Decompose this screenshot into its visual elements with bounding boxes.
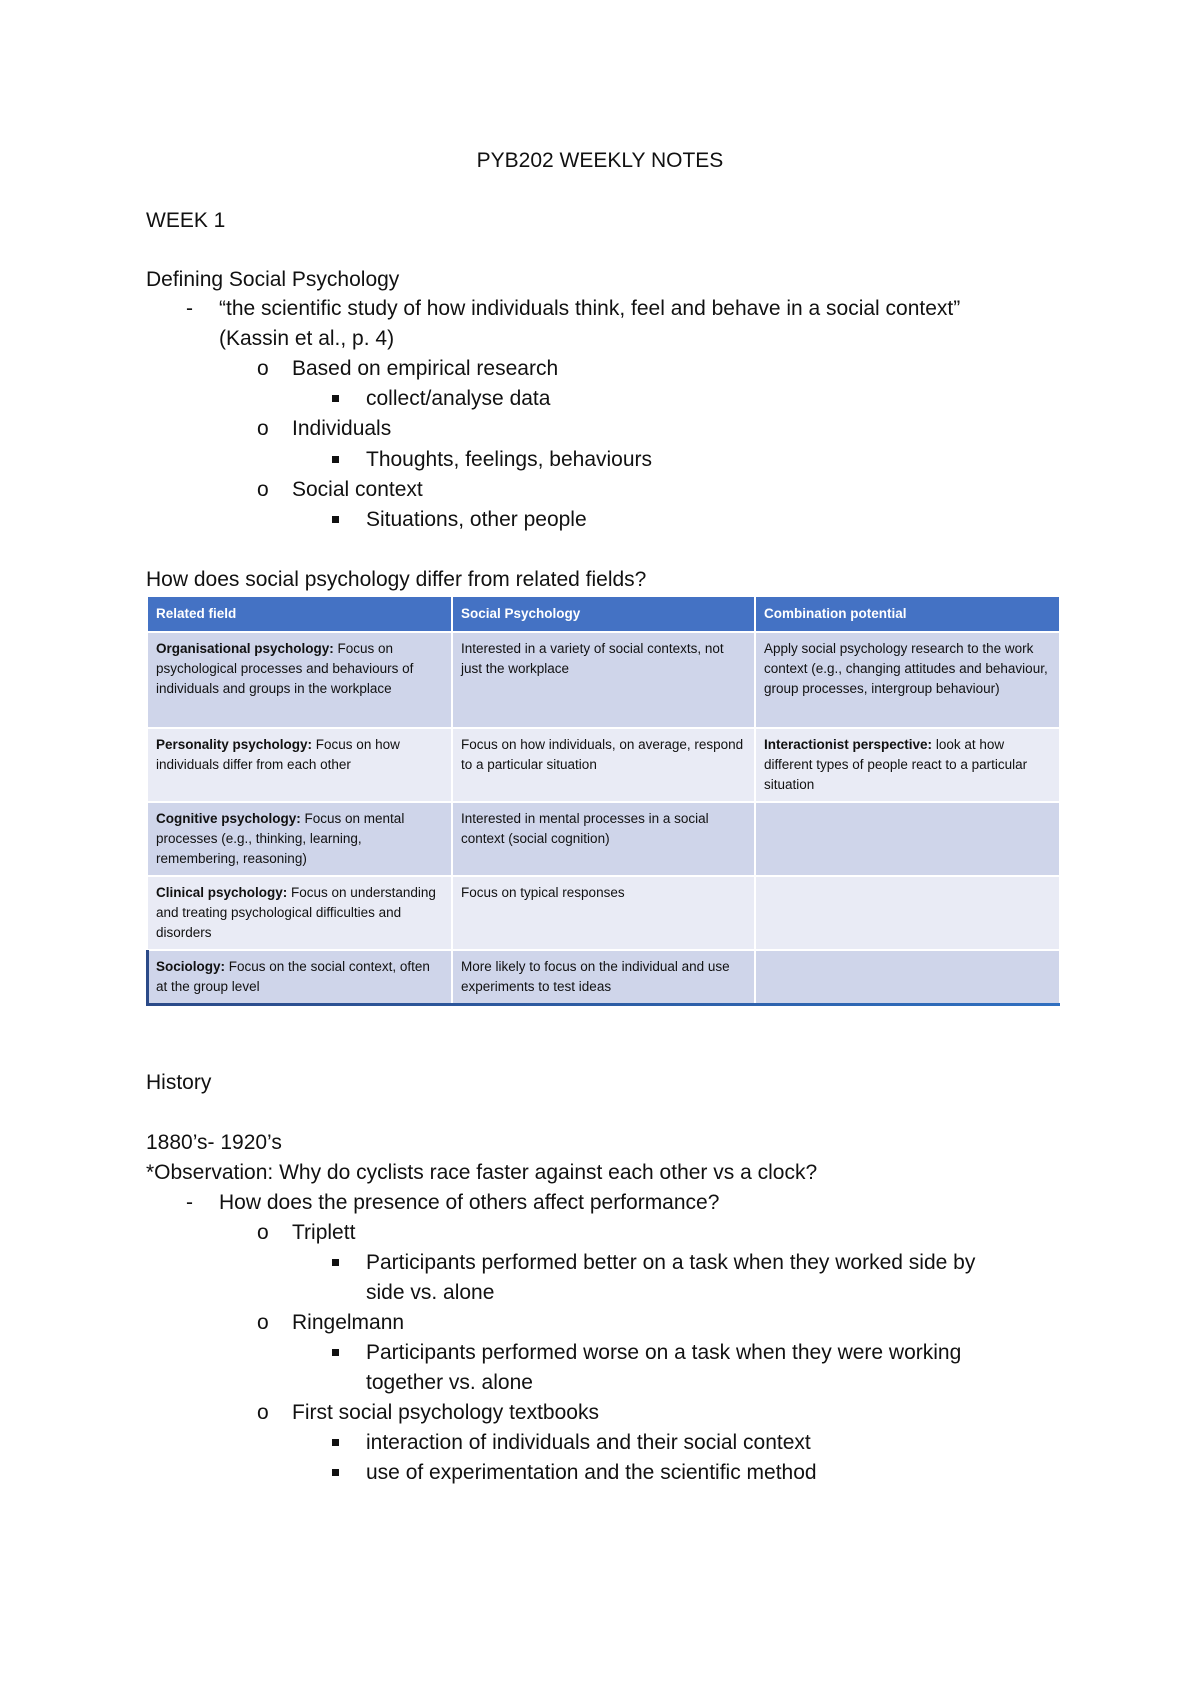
list-item: Ringelmann [292,1311,405,1334]
list-item: Based on empirical research [292,357,559,380]
list-subitem: Participants performed better on a task when they worked side by [366,1251,976,1274]
list-item: Triplett [292,1221,356,1244]
table-row [148,632,1060,728]
table-header: Combination potential [755,597,1060,632]
list-subitem: interaction of individuals and their social context [366,1431,811,1454]
square-bullet-icon [332,1349,339,1356]
circle-marker: o [257,1401,269,1424]
square-bullet-icon [332,395,339,402]
table-row [148,876,1060,950]
table-header: Social Psychology [452,597,755,632]
week-heading: WEEK 1 [146,209,226,232]
definition-quote: “the scientific study of how individuals think, feel and behave in a social context” [219,297,961,320]
table-row [148,802,1060,876]
list-subitem: side vs. alone [366,1281,495,1304]
page-title: PYB202 WEEKLY NOTES [476,149,724,172]
list-subitem: Situations, other people [366,508,587,531]
table-cell: Clinical psychology: Focus on understanding and treating psychological difficulties and disorders [148,876,452,950]
list-subitem: use of experimentation and the scientific method [366,1461,817,1484]
table-cell [755,950,1060,1004]
section-heading-differ: How does social psychology differ from related fields? [146,568,647,591]
circle-marker: o [257,1311,269,1334]
circle-marker: o [257,478,269,501]
table-cell: Focus on typical responses [452,876,755,950]
table-bottom-border [146,1003,1060,1006]
list-subitem: Participants performed worse on a task when they were working [366,1341,962,1364]
square-bullet-icon [332,456,339,463]
comparison-table [148,597,1061,1004]
square-bullet-icon [332,1259,339,1266]
table-row [148,950,1060,1004]
list-item: Social context [292,478,423,501]
table-cell [755,802,1060,876]
table-row [148,728,1060,802]
definition-citation: (Kassin et al., p. 4) [219,327,395,350]
table-cell: Interested in a variety of social contexts, not just the workplace [452,632,755,728]
table-cell: Personality psychology: Focus on how individuals differ from each other [148,728,452,802]
list-subitem: together vs. alone [366,1371,533,1394]
table-cell: Sociology: Focus on the social context, often at the group level [148,950,452,1004]
table-header-row [148,597,1060,632]
square-bullet-icon [332,516,339,523]
circle-marker: o [257,417,269,440]
table-cell: Cognitive psychology: Focus on mental processes (e.g., thinking, learning, remembering, reasoning) [148,802,452,876]
circle-marker: o [257,1221,269,1244]
question-text: How does the presence of others affect performance? [219,1191,720,1214]
list-item: First social psychology textbooks [292,1401,599,1424]
table-cell: More likely to focus on the individual and use experiments to test ideas [452,950,755,1004]
list-item: Individuals [292,417,392,440]
square-bullet-icon [332,1439,339,1446]
observation-text: *Observation: Why do cyclists race faster against each other vs a clock? [146,1161,818,1184]
table-left-accent [146,950,149,1005]
square-bullet-icon [332,1469,339,1476]
circle-marker: o [257,357,269,380]
dash-marker: - [186,1191,193,1214]
section-heading-history: History [146,1071,212,1094]
table-cell: Organisational psychology: Focus on psychological processes and behaviours of individuals and groups in the workplace [148,632,452,728]
dash-marker: - [186,297,193,320]
period-heading: 1880’s- 1920’s [146,1131,282,1154]
table-cell: Interactionist perspective: look at how different types of people react to a particular situation [755,728,1060,802]
list-subitem: collect/analyse data [366,387,551,410]
table-cell: Interested in mental processes in a social context (social cognition) [452,802,755,876]
table-cell [755,876,1060,950]
list-subitem: Thoughts, feelings, behaviours [366,448,653,471]
section-heading-defining: Defining Social Psychology [146,268,400,291]
table-cell: Focus on how individuals, on average, respond to a particular situation [452,728,755,802]
table-cell: Apply social psychology research to the work context (e.g., changing attitudes and behaviour, group processes, intergroup behaviour) [755,632,1060,728]
table-header: Related field [148,597,452,632]
